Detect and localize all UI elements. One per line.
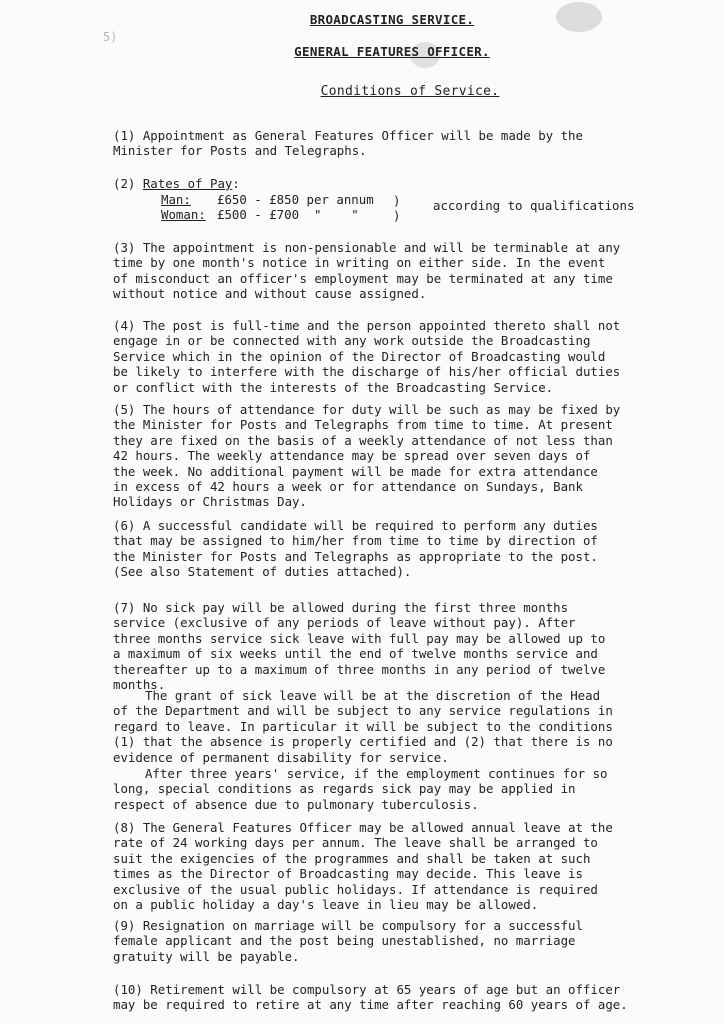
- margin-mark: 5): [103, 30, 118, 44]
- rate-row-woman: [161, 207, 374, 222]
- clause-6: (6) A successful candidate will be required to perform any duties that may be assigned to him/her from time to time by direction of the Minister for Posts and Telegraphs as appropriate to the post. (See also Statement of duties attached).: [113, 518, 598, 580]
- clause-4: (4) The post is full-time and the person appointed thereto shall not engage in or be connected with any work outside the Broadcasting Service which in the opinion of the Director of Broadcasting would be likely to interfere with the discharge of his/her official duties or conflict with the interests of the Broadcasting Service.: [113, 318, 621, 395]
- clause-7-sick-leave: The grant of sick leave will be at the discretion of the Head of the Department and will be subject to any service regulations in regard to leave. In particular it will be subject to the conditions (1) that the absence is properly certified and (2) that there is no evidence of permanent disability for service.: [113, 688, 613, 765]
- clause-2-number: (2): [113, 176, 143, 191]
- header-service: BROADCASTING SERVICE.: [309, 12, 475, 27]
- clause-10: (10) Retirement will be compulsory at 65 years of age but an officer may be required to retire at any time after reaching 60 years of age.: [113, 982, 628, 1013]
- rate-row-man: [161, 192, 374, 207]
- rates-colon: :: [232, 176, 240, 191]
- clause-1: (1) Appointment as General Features Officer will be made by the Minister for Posts and Telegraphs.: [113, 128, 583, 159]
- clause-7: (7) No sick pay will be allowed during the first three months service (exclusive of any periods of leave without pay). After three months service sick leave with full pay may be allowed up to a maximum of six weeks until the end of twelve months service and thereafter up to a maximum of three months in any period of twelve months.: [113, 600, 606, 693]
- clause-8: (8) The General Features Officer may be allowed annual leave at the rate of 24 working days per annum. The leave shall be arranged to suit the exigencies of the programmes and shall be taken at such times as the Director of Broadcasting may decide. This leave is exclusive of the usual public holidays. If attendance is required on a public holiday a day's leave in lieu may be allowed.: [113, 820, 613, 913]
- rates-brace: ) ): [393, 193, 401, 224]
- rate-label-woman: Woman:: [161, 207, 206, 223]
- rates-qualifier: according to qualifications: [433, 198, 635, 213]
- rate-label-man: Man:: [161, 192, 191, 207]
- rates-table: [161, 192, 374, 223]
- rate-value-woman: £500 - £700 " ": [217, 207, 359, 223]
- clause-2-heading: [113, 176, 240, 191]
- header-conditions: Conditions of Service.: [320, 84, 500, 99]
- clause-5: (5) The hours of attendance for duty will be such as may be fixed by the Minister for Posts and Telegraphs from time to time. At present they are fixed on the basis of a weekly attendance of not less than 42 hours. The weekly attendance may be spread over seven days of the week. No additional payment will be made for extra attendance in excess of 42 hours a week or for attendance on Sundays, Bank Holidays or Christmas Day.: [113, 402, 621, 510]
- rates-of-pay-label: Rates of Pay: [142, 176, 233, 191]
- clause-9: (9) Resignation on marriage will be compulsory for a successful female applicant and the post being unestablished, no marriage gratuity will be payable.: [113, 918, 583, 964]
- rate-value-man: £650 - £850 per annum: [217, 192, 374, 207]
- header-position: GENERAL FEATURES OFFICER.: [294, 44, 490, 59]
- clause-7-tuberculosis: After three years' service, if the employment continues for so long, special conditions as regards sick pay may be applied in respect of absence due to pulmonary tuberculosis.: [113, 766, 608, 812]
- clause-3: (3) The appointment is non-pensionable and will be terminable at any time by one month's notice in writing on either side. In the event of misconduct an officer's employment may be terminated at any time without notice and without cause assigned.: [113, 240, 621, 302]
